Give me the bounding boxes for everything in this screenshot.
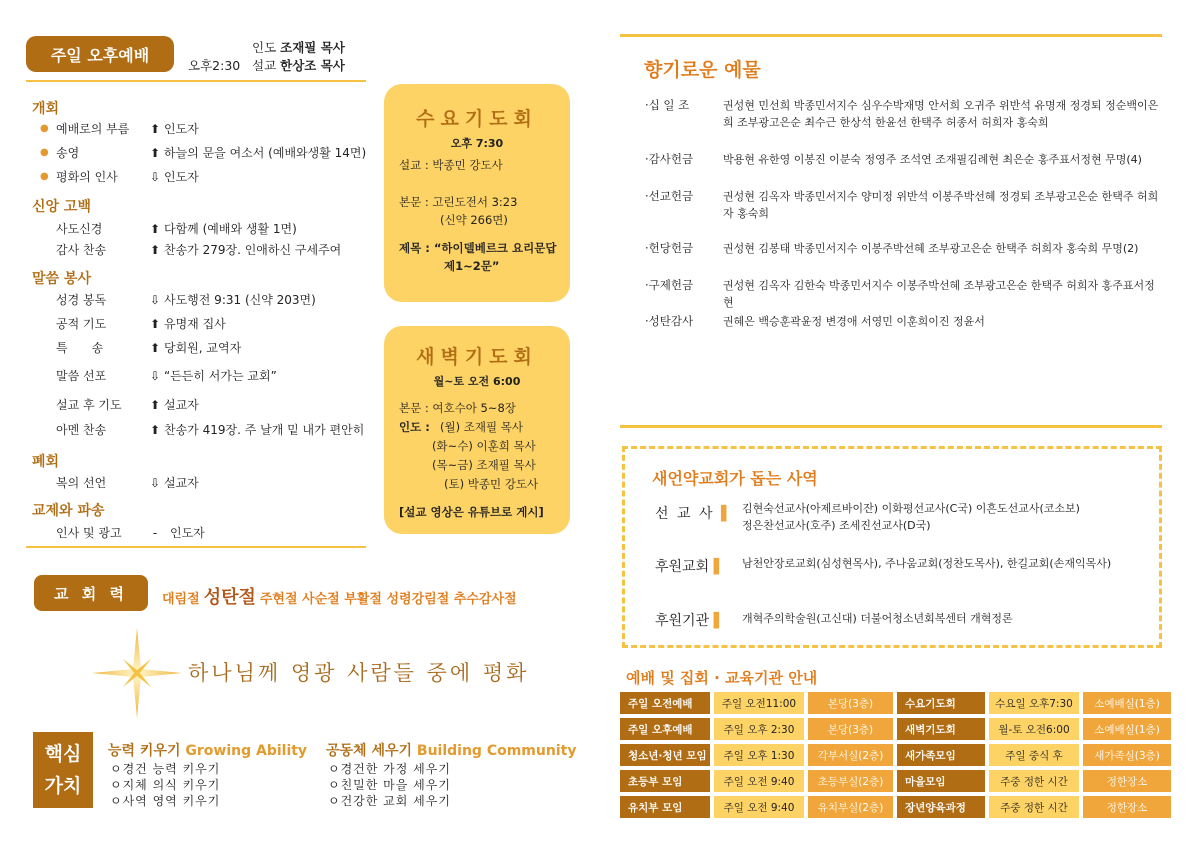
value-title-en: Building Community: [416, 743, 577, 759]
service-title: 주일 오후예배: [26, 36, 174, 72]
order-value: 유명재 집사: [164, 317, 226, 331]
order-row: [40, 144, 366, 161]
order-value: 다함께 (예배와 생활 1면): [164, 222, 297, 236]
arrow-icon: ⇩: [149, 475, 161, 490]
order-value: 인도자: [170, 526, 205, 540]
bar-icon: ▌: [713, 613, 725, 629]
value-title: 능력 키우기: [108, 743, 181, 759]
card-line: (화~수) 이훈희 목사: [432, 439, 536, 453]
table-cell: 정한장소: [1083, 770, 1171, 792]
arrow-icon: ⬆: [149, 340, 161, 355]
card-line: (목~금) 조재필 목사: [432, 458, 536, 472]
order-value: 찬송가 279장. 인애하신 구세주여: [164, 243, 342, 257]
card-line: 설교 : 박종민 강도사: [399, 158, 503, 172]
arrow-icon: ⇩: [149, 169, 161, 184]
church-calendar: [162, 583, 517, 609]
order-row: [56, 367, 277, 384]
arrow-icon: ⇩: [149, 368, 161, 383]
wednesday-prayer-card: [384, 84, 570, 302]
table-cell: 청소년·청년 모임: [620, 744, 710, 766]
order-row: [56, 396, 199, 413]
bullet-icon: ●: [40, 123, 49, 134]
section-confession: 신앙 고백: [32, 199, 91, 215]
card-line: (신약 266면): [440, 213, 508, 227]
mission-value: 개혁주의학술원(고신대) 더불어청소년회복센터 개혁정론: [742, 612, 1013, 625]
offering-type: ·구제헌금: [645, 278, 694, 292]
card-line: 본문 : 여호수아 5~8장: [399, 401, 516, 415]
order-row: [56, 241, 341, 258]
table-cell: 소예배실(1층): [1083, 718, 1171, 740]
order-label: 송영: [56, 146, 80, 160]
season-others: 주현절 사순절 부활절 성령강림절 추수감사절: [259, 592, 517, 607]
table-cell: 본당(3층): [808, 692, 893, 714]
mission-label: 후원기관: [655, 613, 710, 629]
mission-line: 김현숙선교사(아제르바이잔) 이화평선교사(C국) 이흔도선교사(코소보): [742, 502, 1080, 515]
table-cell: 주일 오후 1:30: [714, 744, 804, 766]
divider: [620, 425, 1162, 428]
dawn-prayer-card: [384, 326, 570, 534]
order-value: 설교자: [164, 476, 199, 490]
offering-names: 박용현 유한영 이봉진 이분숙 정영주 조석연 조재필김례현 최은순 홍주표서정현 무명(4): [723, 153, 1142, 166]
divider: [26, 546, 366, 548]
table-cell: 수요일 오후7:30: [989, 692, 1079, 714]
order-row: [56, 291, 316, 308]
order-row: [40, 168, 199, 185]
guide-title: 예배 및 집회 · 교육기관 안내: [626, 669, 818, 687]
value-title: 공동체 세우기: [326, 743, 413, 759]
order-value: 하늘의 문을 여소서 (예배와생활 14면): [164, 146, 367, 160]
offering-type: ·십 일 조: [645, 98, 690, 112]
card-line: (월) 조재필 목사: [440, 420, 523, 434]
order-label: 평화의 인사: [56, 170, 118, 184]
arrow-icon: ⬆: [149, 121, 161, 136]
mission-title: 새언약교회가 돕는 사역: [652, 469, 818, 488]
bar-icon: ▌: [720, 506, 734, 522]
bar-icon: ▌: [713, 559, 725, 575]
card-line: 제목 : “하이델베르크 요리문답: [399, 241, 557, 255]
card-time: 오후 7:30: [450, 137, 504, 150]
order-value: 당회원, 교역자: [164, 341, 242, 355]
arrow-icon: ⬆: [149, 242, 161, 257]
offering-names: 권성현 김옥자 김한숙 박종민서지수 이봉주박선혜 조부광고은순 한택주 허희자 홍주표서정현: [723, 279, 1155, 309]
core-label-line: 가치: [44, 775, 82, 797]
card-line: 인도 :: [399, 420, 430, 434]
service-time: 오후2:30: [188, 58, 241, 73]
section-opening: 개회: [32, 101, 60, 117]
motto: 하나님께 영광 사람들 중에 평화: [188, 661, 530, 685]
table-cell: 유치부 모임: [620, 796, 710, 818]
value-heading: [326, 740, 576, 760]
guide-table: [620, 692, 1171, 818]
card-title: 수요기도회: [416, 108, 538, 130]
section-closing: 폐회: [32, 454, 60, 470]
value-title-en: Growing Ability: [185, 743, 308, 759]
table-cell: 수요기도회: [897, 692, 985, 714]
table-cell: 주중 정한 시간: [989, 770, 1079, 792]
order-label: 성경 봉독: [56, 293, 107, 307]
lead-name: 조재필 목사: [280, 40, 345, 55]
divider: [26, 80, 366, 82]
table-cell: 정한장소: [1083, 796, 1171, 818]
order-row: [56, 474, 199, 491]
order-value: “든든히 서가는 교회”: [164, 369, 277, 383]
table-cell: 주일 오후 2:30: [714, 718, 804, 740]
order-label: 말씀 선포: [56, 369, 107, 383]
value-item: ㅇ경건한 가정 세우기: [328, 762, 451, 776]
value-heading: [108, 740, 307, 760]
arrow-icon: ⬆: [149, 397, 161, 412]
offering-names: 권혜은 백승훈곽윤정 변경애 서영민 이훈희이진 정윤서: [723, 315, 985, 328]
order-label: 사도신경: [56, 222, 103, 236]
table-cell: 주일 오전예배: [620, 692, 710, 714]
offering-type: ·감사헌금: [645, 152, 694, 166]
value-item: ㅇ건강한 교회 세우기: [328, 794, 451, 808]
table-cell: 새가족실(3층): [1083, 744, 1171, 766]
card-title: 새벽기도회: [416, 346, 538, 368]
offering-type: ·성탄감사: [645, 314, 694, 328]
table-cell: 각부서실(2층): [808, 744, 893, 766]
card-line: 본문 : 고린도전서 3:23: [399, 195, 518, 209]
table-cell: 마을모임: [897, 770, 985, 792]
season-advent: 대림절: [162, 592, 200, 607]
card-line: (토) 박종민 강도사: [444, 477, 539, 491]
order-label: 복의 선언: [56, 476, 107, 490]
order-label: 공적 기도: [56, 317, 107, 331]
table-cell: 주일 오전11:00: [714, 692, 804, 714]
order-label: 특 송: [56, 341, 104, 355]
table-cell: 새가족모임: [897, 744, 985, 766]
table-cell: 초등부 모임: [620, 770, 710, 792]
order-row: [56, 421, 364, 438]
star-icon: [92, 628, 182, 718]
order-value: 사도행전 9:31 (신약 203면): [164, 293, 316, 307]
arrow-icon: ⬆: [149, 221, 161, 236]
order-value: 인도자: [164, 170, 199, 184]
core-values-label: [33, 732, 93, 808]
offering-type: ·선교헌금: [645, 189, 694, 203]
order-label: 예배로의 부름: [56, 122, 130, 136]
order-value: 설교자: [164, 398, 199, 412]
bullet-icon: ●: [40, 147, 49, 158]
value-list: [110, 761, 220, 809]
order-row: [56, 339, 241, 356]
table-cell: 월-토 오전6:00: [989, 718, 1079, 740]
season-christmas: 성탄절: [203, 587, 256, 608]
order-row: [56, 315, 226, 332]
mission-key: [655, 610, 724, 630]
order-row: [56, 220, 297, 237]
table-cell: 본당(3층): [808, 718, 893, 740]
lead-role: 인도: [252, 40, 277, 55]
offering-title: 향기로운 예물: [644, 59, 761, 81]
calendar-label: 교 회 력: [34, 575, 148, 611]
offering-type: ·헌당헌금: [645, 241, 694, 255]
value-item: ㅇ사역 영역 키우기: [110, 794, 221, 808]
order-label: 설교 후 기도: [56, 398, 122, 412]
card-line: 제1~2문”: [444, 259, 500, 273]
order-label: 아멘 찬송: [56, 423, 107, 437]
mission-key: [655, 556, 724, 576]
mission-label: 선 교 사: [655, 506, 715, 522]
preach-name: 한상조 목사: [280, 58, 345, 73]
divider: [620, 34, 1162, 37]
table-cell: 주일 오후예배: [620, 718, 710, 740]
order-row: [40, 120, 199, 137]
section-fellowship: 교제와 파송: [32, 503, 105, 519]
core-label-line: 핵심: [44, 743, 82, 765]
arrow-icon: ⬆: [149, 145, 161, 160]
value-item: ㅇ경건 능력 키우기: [110, 762, 221, 776]
arrow-icon: ⬆: [149, 422, 161, 437]
mission-line: 정은찬선교사(호주) 조세진선교사(D국): [742, 519, 931, 532]
table-cell: 주일 오전 9:40: [714, 796, 804, 818]
table-cell: 주중 정한 시간: [989, 796, 1079, 818]
table-cell: 주일 중식 후: [989, 744, 1079, 766]
value-list: [328, 761, 451, 809]
mission-value: 남천안장로교회(심성현목사), 주나움교회(정찬도목사), 한길교회(손재익목사): [742, 557, 1112, 570]
arrow-icon: ⬆: [149, 316, 161, 331]
table-cell: 소예배실(1층): [1083, 692, 1171, 714]
value-item: ㅇ지체 의식 키우기: [110, 778, 221, 792]
mission-key: [655, 503, 734, 523]
value-item: ㅇ친밀한 마을 세우기: [328, 778, 451, 792]
table-cell: 주일 오전 9:40: [714, 770, 804, 792]
lead-info: [252, 38, 345, 56]
table-cell: 유치부실(2층): [808, 796, 893, 818]
order-row: [56, 524, 205, 541]
table-cell: 장년양육과정: [897, 796, 985, 818]
preach-info: [252, 56, 345, 74]
mission-label: 후원교회: [655, 559, 710, 575]
order-label: 인사 및 광고: [56, 526, 122, 540]
preach-role: 설교: [252, 58, 277, 73]
offering-names: 권성현 민선희 박종민서지수 심우수박재명 안서희 오귀주 위반석 유명재 정경퇴 정순백이은희 조부광고은순 최수근 한상석 한윤선 한택주 허종서 허희자 홍숙희: [723, 99, 1159, 129]
mission-value: [742, 500, 1080, 534]
arrow-icon: ⇩: [149, 292, 161, 307]
offering-names: 권성현 김옥자 박종민서지수 양미정 위반석 이봉주박선혜 정경퇴 조부광고은순 한택주 허희자 홍숙희: [723, 190, 1159, 220]
card-note: [설교 영상은 유튜브로 게시]: [399, 505, 544, 519]
bullet-icon: ●: [40, 171, 49, 182]
table-cell: 새벽기도회: [897, 718, 985, 740]
order-label: 감사 찬송: [56, 243, 107, 257]
order-value: 찬송가 419장. 주 날개 밑 내가 편안히: [164, 423, 365, 437]
section-word: 말씀 봉사: [32, 271, 91, 287]
arrow-icon: -: [152, 525, 158, 540]
order-value: 인도자: [164, 122, 199, 136]
table-cell: 초등부실(2층): [808, 770, 893, 792]
card-time: 월~토 오전 6:00: [433, 375, 521, 388]
offering-names: 권성현 김봉태 박종민서지수 이봉주박선혜 조부광고은순 한택주 허희자 홍숙희 무명(2): [723, 242, 1139, 255]
